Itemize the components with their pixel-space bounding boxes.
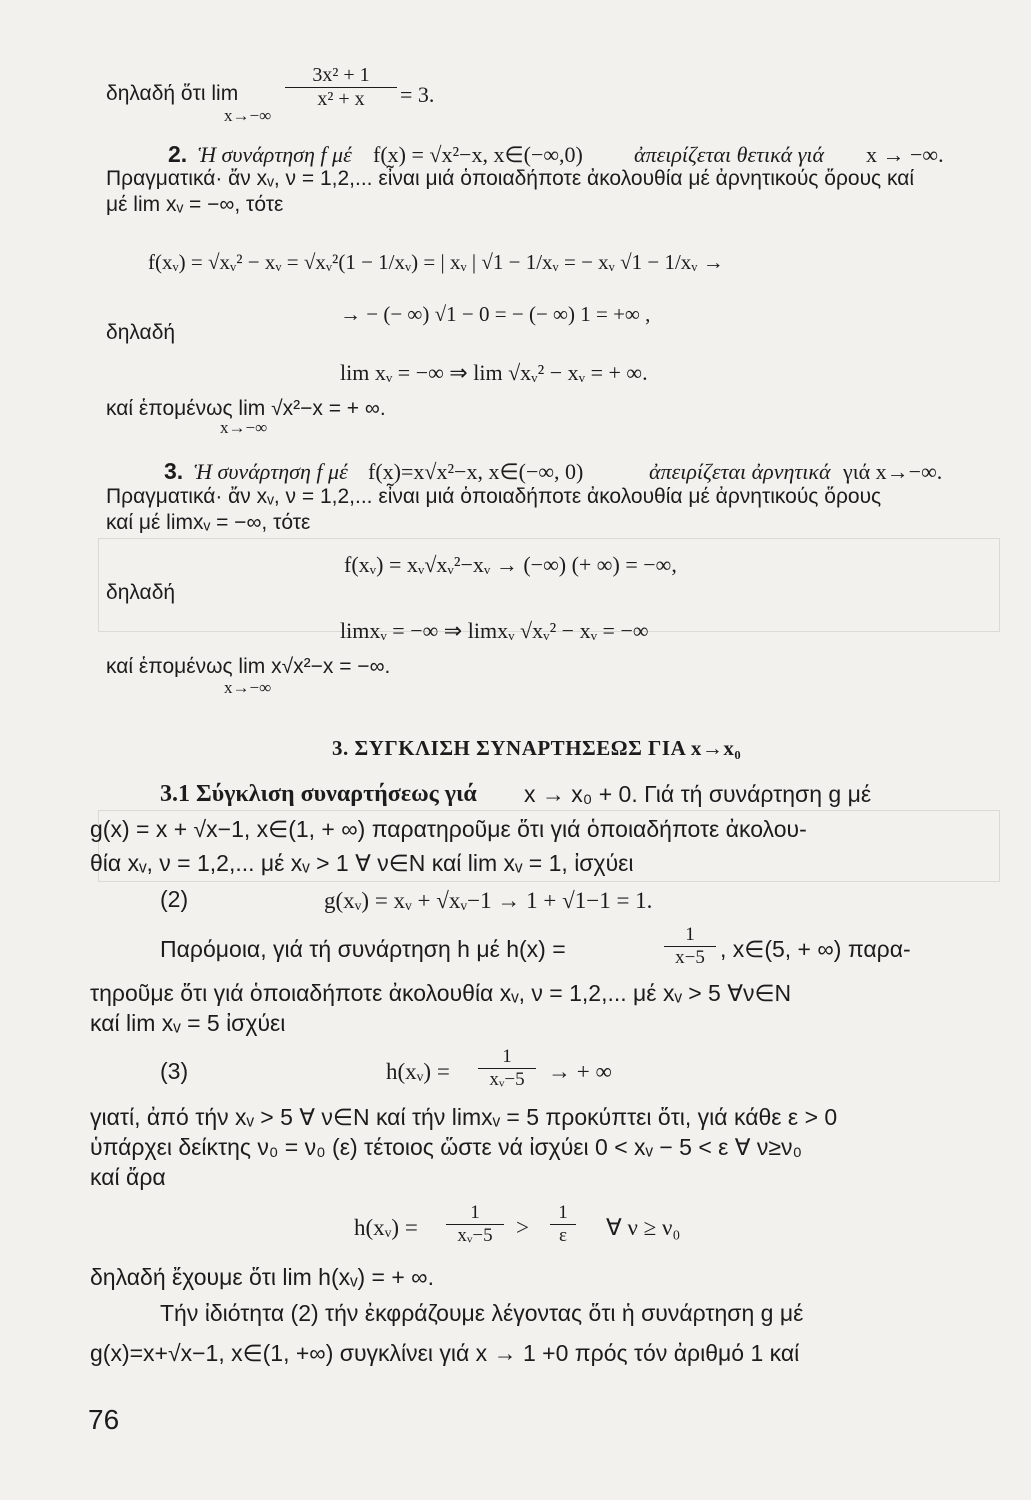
body-line: g(x)=x+√x−1, x∈(1, +∞) συγκλίνει γιά x → 1 +0 πρός τόν ἀριθμό 1 καί: [90, 1340, 800, 1366]
limit-subscript: x→−∞: [224, 678, 272, 697]
example-statement: Ἡ συνάρτηση f μέ: [198, 142, 352, 167]
example-number: 3.: [164, 458, 184, 484]
example-statement: Ἡ συνάρτηση f μέ: [194, 459, 348, 484]
body-line: Τήν ἰδιότητα (2) τήν ἐκφράζουμε λέγοντας ὅτι ἡ συνάρτηση g μέ: [160, 1300, 804, 1326]
equation-line: h(xᵥ) =: [386, 1059, 450, 1084]
fraction-denominator: xᵥ−5: [489, 1069, 525, 1090]
fraction-numerator: 3x² + 1: [285, 64, 397, 88]
example-number: 2.: [168, 141, 188, 167]
limit-subscript: x→−∞: [220, 418, 268, 437]
body-line: g(x) = x + √x−1, x∈(1, + ∞) παρατηροῦμε ὅτι γιά ὁποιαδήποτε ἀκολου-: [90, 816, 807, 842]
equation-line: → + ∞: [548, 1059, 612, 1084]
equation-line: g(xᵥ) = xᵥ + √xᵥ−1 → 1 + √1−1 = 1.: [324, 888, 653, 913]
h-xn-fraction: [446, 1202, 504, 1247]
fraction-numerator: 1: [664, 924, 716, 947]
equation-label: (3): [160, 1058, 189, 1084]
body-line: γιατί, ἀπό τήν xᵥ > 5 ∀ ν∈N καί τήν limxᵥ = 5 προκύπτει ὅτι, γιά κάθε ε > 0: [90, 1104, 838, 1130]
limit-fraction: [285, 64, 397, 111]
example-formula: f(x) = √x²−x, x∈(−∞,0): [373, 142, 583, 167]
example-statement-tail: γιά x→−∞.: [843, 459, 943, 484]
equation-label: (2): [160, 886, 189, 912]
body-line: δηλαδή ἔχουμε ὅτι lim h(xᵥ) = + ∞.: [90, 1264, 434, 1290]
text-dilady: δηλαδή: [106, 321, 176, 344]
conclusion-line: καί ἑπομένως lim x√x²−x = −∞.: [106, 655, 391, 678]
subsection-title-tail: x → x₀ + 0. Γιά τή συνάρτηση g μέ: [524, 781, 872, 807]
conclusion-line: καί ἑπομένως lim √x²−x = + ∞.: [106, 397, 386, 420]
body-line: καί lim xᵥ = 5 ἰσχύει: [90, 1010, 286, 1036]
equation-line: f(xᵥ) = xᵥ√xᵥ²−xᵥ → (−∞) (+ ∞) = −∞,: [344, 552, 677, 577]
fraction-numerator: 1: [446, 1202, 504, 1225]
fraction-denominator: x−5: [675, 947, 705, 968]
body-line: ὑπάρχει δείκτης ν₀ = ν₀ (ε) τέτοιος ὥστε νά ἰσχύει 0 < xᵥ − 5 < ε ∀ ν≥ν₀: [90, 1134, 803, 1160]
body-line: , x∈(5, + ∞) παρα-: [720, 936, 911, 962]
fraction-denominator: ε: [559, 1225, 567, 1246]
equation-line: ∀ ν ≥ ν₀: [606, 1215, 681, 1240]
h-fraction: [664, 924, 716, 969]
proof-line: μέ lim xᵥ = −∞, τότε: [106, 193, 284, 216]
example-statement-cont: ἀπειρίζεται θετικά γιά: [634, 142, 825, 167]
proof-line: Πραγματικά· ἄν xᵥ, ν = 1,2,... εἶναι μιά ὁποιαδήποτε ἀκολουθία μέ ἀρνητικούς ὅρους καί: [106, 167, 915, 190]
h-xn-fraction: [478, 1046, 536, 1091]
limit-subscript: x→−∞: [224, 106, 272, 125]
fraction-numerator: 1: [478, 1046, 536, 1069]
equation-line: f(xᵥ) = √xᵥ² − xᵥ = √xᵥ²(1 − 1/xᵥ) = | xᵥ | √1 − 1/xᵥ = − xᵥ √1 − 1/xᵥ →: [148, 250, 724, 274]
body-line: θία xᵥ, ν = 1,2,... μέ xᵥ > 1 ∀ ν∈N καί lim xᵥ = 1, ἰσχύει: [90, 850, 634, 876]
body-line: τηροῦμε ὅτι γιά ὁποιαδήποτε ἀκολουθία xᵥ, ν = 1,2,... μέ xᵥ > 5 ∀ν∈N: [90, 980, 792, 1006]
example-statement-tail: x → −∞.: [866, 142, 944, 167]
epsilon-fraction: [550, 1202, 576, 1247]
subsection-title: 3.1 Σύγκλιση συναρτήσεως γιά: [160, 781, 477, 807]
equation-line: >: [516, 1215, 529, 1240]
limit-result: = 3.: [400, 82, 435, 107]
equation-line: h(xᵥ) =: [354, 1215, 418, 1240]
fraction-denominator: xᵥ−5: [457, 1225, 493, 1246]
example-statement-cont: ἀπειρίζεται ἀρνητικά: [649, 459, 831, 484]
example-formula: f(x)=x√x²−x, x∈(−∞, 0): [368, 459, 584, 484]
equation-line: lim xᵥ = −∞ ⇒ lim √xᵥ² − xᵥ = + ∞.: [340, 360, 648, 385]
equation-line: → − (− ∞) √1 − 0 = − (− ∞) 1 = +∞ ,: [340, 302, 651, 326]
fraction-numerator: 1: [550, 1202, 576, 1225]
fraction-denominator: x² + x: [317, 88, 365, 110]
body-line: καί ἄρα: [90, 1164, 166, 1190]
proof-line: Πραγματικά· ἄν xᵥ, ν = 1,2,... εἶναι μιά ὁποιαδήποτε ἀκολουθία μέ ἀρνητικούς ὅρους: [106, 485, 882, 508]
limit-intro: δηλαδή ὅτι lim: [106, 82, 239, 105]
text-dilady: δηλαδή: [106, 581, 176, 604]
equation-line: limxᵥ = −∞ ⇒ limxᵥ √xᵥ² − xᵥ = −∞: [340, 618, 649, 643]
body-line: Παρόμοια, γιά τή συνάρτηση h μέ h(x) =: [160, 936, 566, 962]
page-number: 76: [88, 1404, 120, 1435]
section-heading: 3. ΣΥΓΚΛΙΣΗ ΣΥΝΑΡΤΗΣΕΩΣ ΓΙΑ x→x₀: [332, 736, 742, 760]
proof-line: καί μέ limxᵥ = −∞, τότε: [106, 511, 311, 534]
